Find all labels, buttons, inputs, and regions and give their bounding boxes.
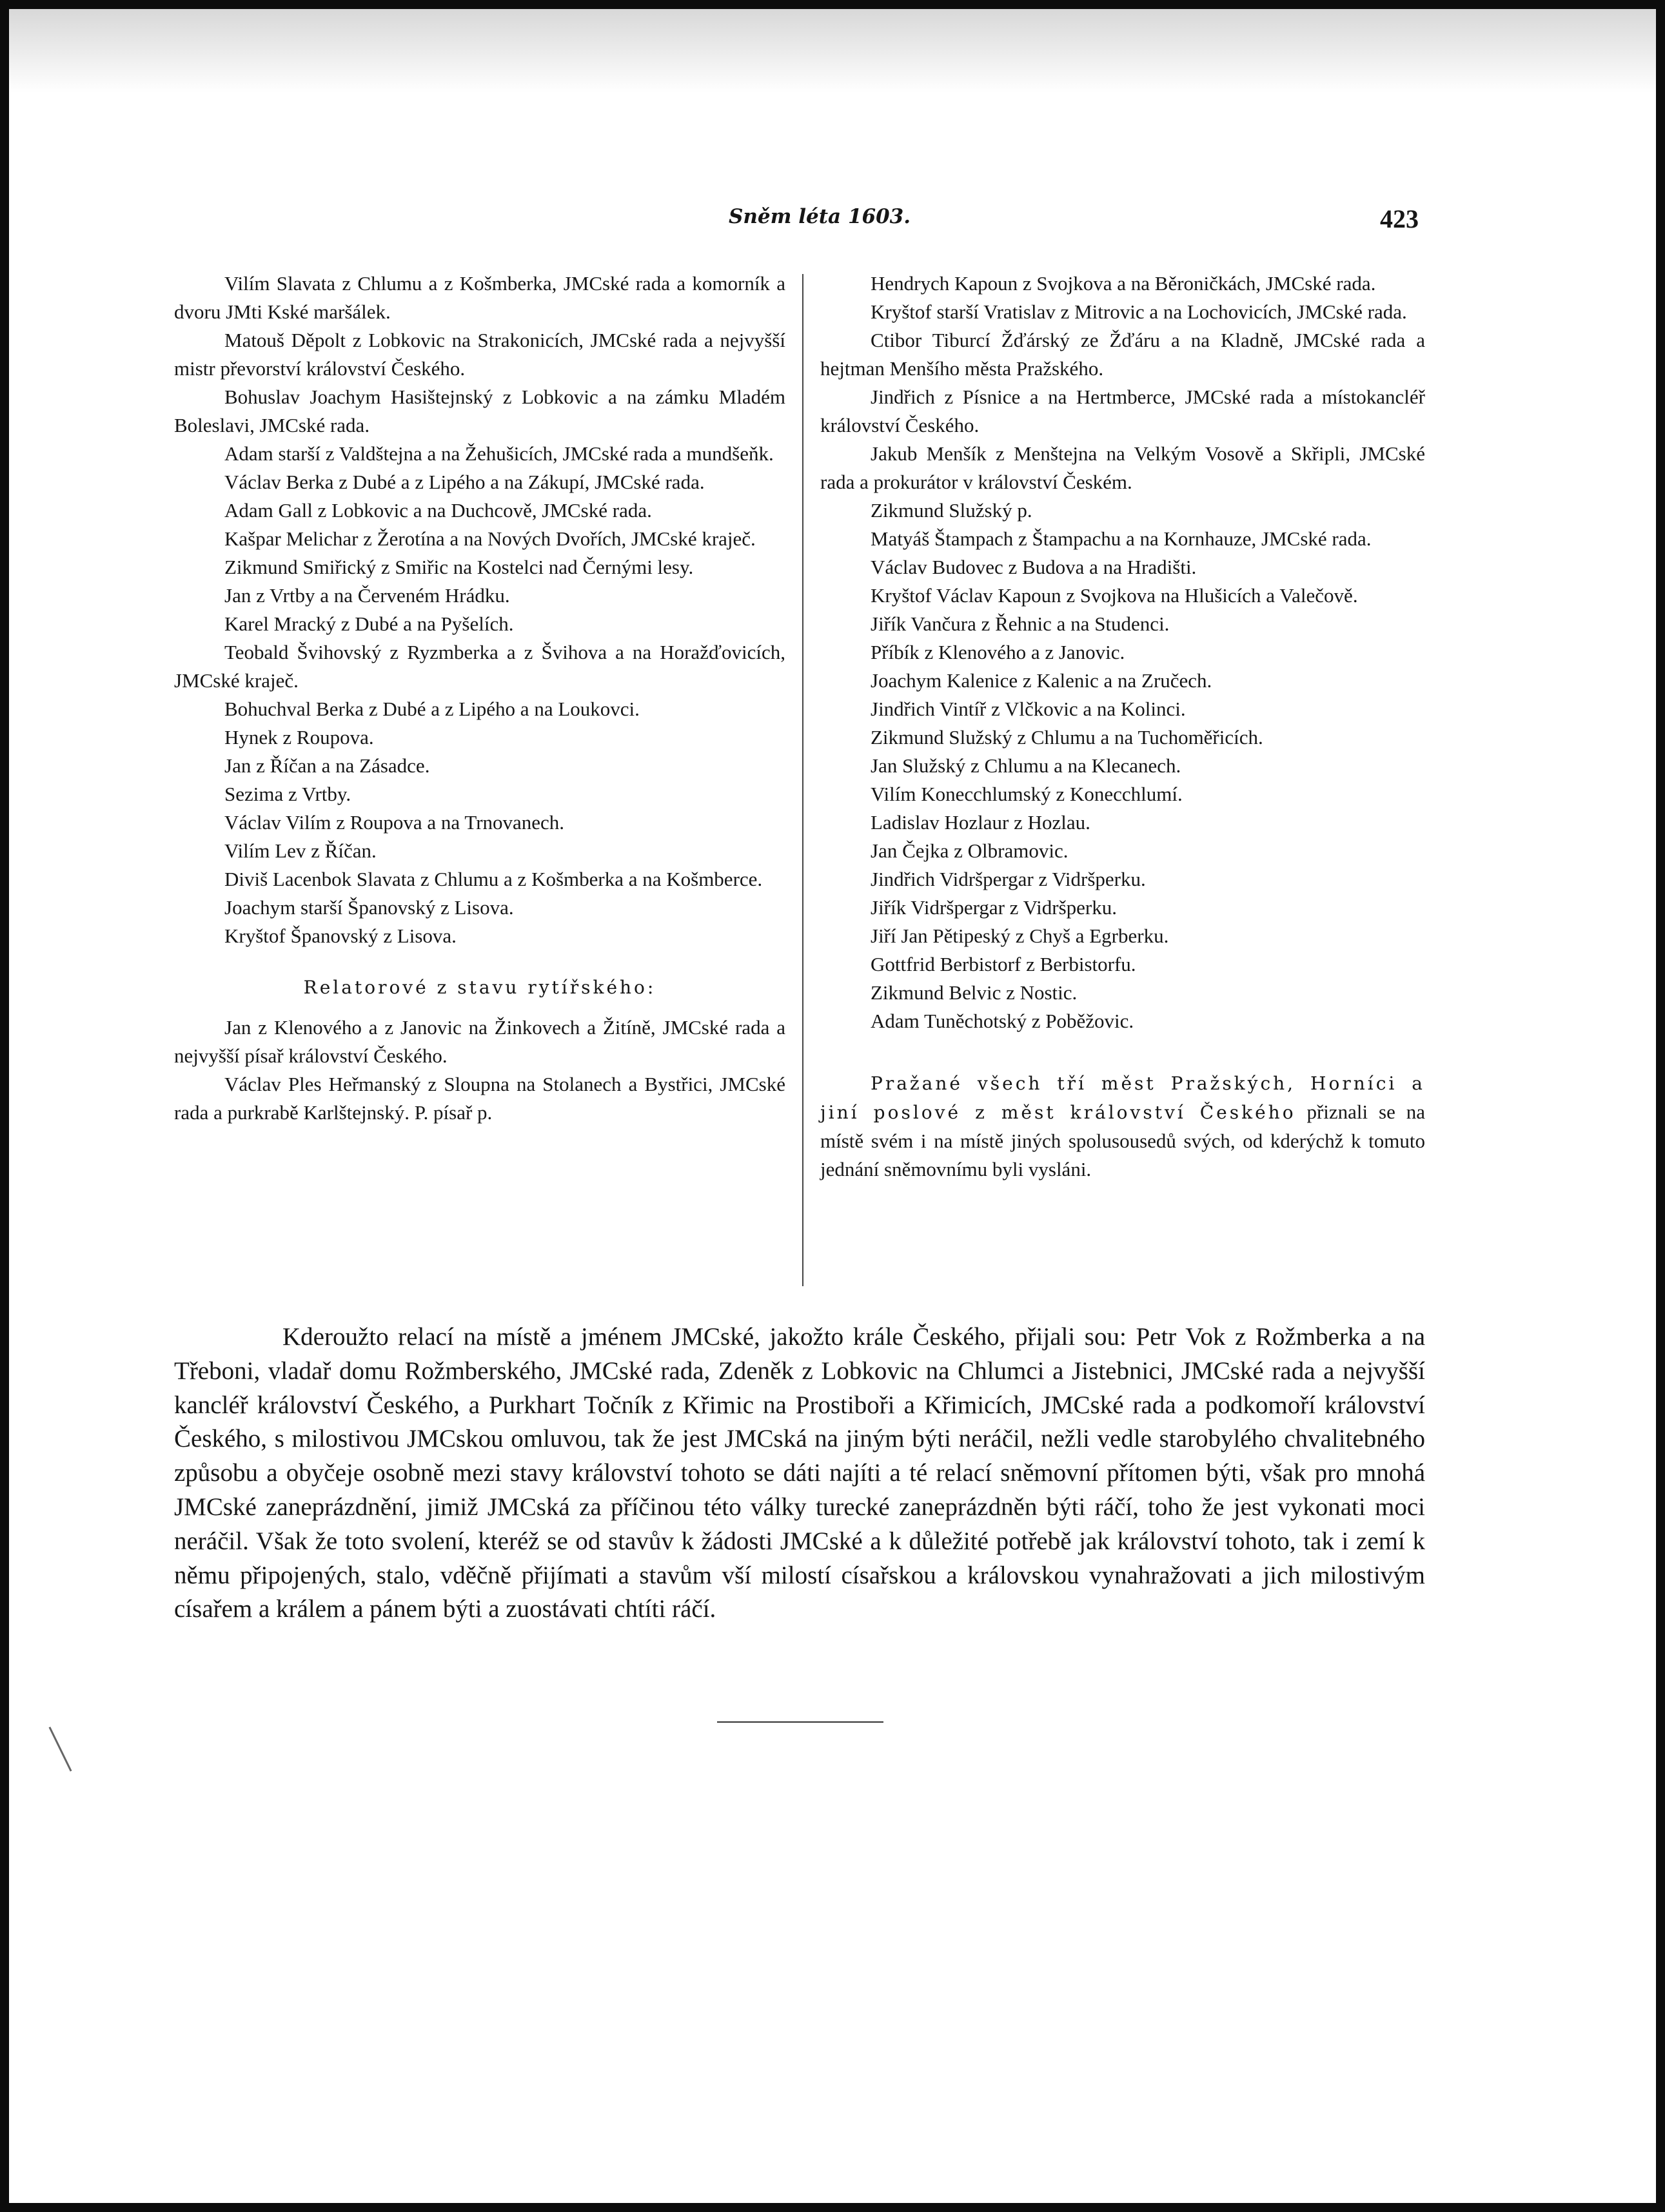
list-item: Hendrych Kapoun z Svojkova a na Běroničkách, JMCské rada.: [871, 272, 1376, 295]
list-item: Zikmund Belvic z Nostic.: [871, 981, 1078, 1004]
list-item: Bohuslav Joachym Hasištejnský z Lobkovic a na zámku Mladém Boleslavi, JMCské rada.: [174, 386, 785, 436]
right-entry-list: [820, 269, 1425, 1035]
list-item: Hynek z Roupova.: [224, 726, 374, 749]
list-item: Václav Vilím z Roupova a na Trnovanech.: [224, 811, 565, 834]
list-item: Kašpar Melichar z Žerotína a na Nových Dvořích, JMCské kraječ.: [224, 527, 756, 550]
list-item: Joachym starší Španovský z Lisova.: [224, 896, 514, 919]
list-item: Jan Služský z Chlumu a na Klecanech.: [871, 754, 1181, 777]
list-item: Vilím Lev z Říčan.: [224, 839, 377, 862]
list-item: Kryštof starší Vratislav z Mitrovic a na Lochovicích, JMCské rada.: [871, 300, 1407, 323]
list-item: Jiří Jan Pětipeský z Chyš a Egrberku.: [871, 925, 1169, 947]
list-item: Jindřich z Písnice a na Hertmberce, JMCské rada a místokancléř království Českého.: [820, 386, 1425, 436]
list-item: Diviš Lacenbok Slavata z Chlumu a z Košmberka a na Košmberce.: [224, 868, 763, 890]
right-column: [820, 269, 1425, 1184]
main-paragraph: Kderoužto relací na místě a jménem JMCské, jakožto krále Českého, přijali sou: Petr Vok z Rožmberka a na Třeboni, vladař domu Rožmberského, JMCské rada, Zdeněk z Lobkovic na Chlumci a Jistebnici, JMCské rada a nejvyšší kancléř království Českého, a Purkhart Točník z Křimic na Prostiboři a Křimicích, JMCské rada a podkomoří království Českého, s milostivou JMCskou omluvou, tak že jest JMCská na jiným býti neráčil, nežli vedle starobylého chvalitebného způsobu a obyčeje osobně mezi stavy království tohoto se dáti najíti a té relací sněmovní přítomen býti, však pro mnohá JMCské zaneprázdnění, jimiž JMCská za příčinou této války turecké zaneprázdněn býti ráčí, toho že jest vykonati moci neráčil. Však že toto svolení, kteréž se od stavův k žádosti JMCské a k důležité potřebě jak království tohoto, tak i zemí k němu připojených, stalo, vděčně přijímati a stavům vší milostí císařskou a královskou vynahražovati a jich milostivým císařem a králem a pánem býti a zuostávati chtíti ráčí.: [174, 1323, 1425, 1623]
list-item: Jakub Menšík z Menštejna na Velkým Vosově a Skřipli, JMCské rada a prokurátor v království Českém.: [820, 442, 1425, 493]
end-rule: [717, 1721, 883, 1723]
left-column: [174, 269, 785, 1127]
list-item: Matouš Děpolt z Lobkovic na Strakonicích, JMCské rada a nejvyšší mistr převorství království Českého.: [174, 329, 785, 380]
list-item: Ctibor Tiburcí Žďárský ze Žďáru a na Kladně, JMCské rada a hejtman Menšího města Pražského.: [820, 329, 1425, 380]
list-item: Jan Čejka z Olbramovic.: [871, 839, 1069, 862]
closing-note-spaced: Pražané všech tří měst Pražských, Horníci a jiní poslové z měst království Českého: [820, 1073, 1425, 1123]
list-item: Adam Gall z Lobkovic a na Duchcově, JMCské rada.: [224, 499, 652, 522]
list-item: Příbík z Klenového a z Janovic.: [871, 641, 1125, 663]
list-item: Vilím Konecchlumský z Konecchlumí.: [871, 783, 1183, 805]
left-entry-list: [174, 269, 785, 950]
closing-note: [820, 1069, 1425, 1184]
list-item: Václav Berka z Dubé a z Lipého a na Zákupí, JMCské rada.: [224, 471, 705, 493]
closing-note-rest: přiznali se na místě svém i na místě jiných spolusousedů svých, od kderýchž k tomuto jednání sněmovnímu byli vysláni.: [820, 1101, 1426, 1180]
list-item: Jan z Vrtby a na Červeném Hrádku.: [224, 584, 510, 607]
scan-shadow: [9, 9, 1656, 93]
list-item: Joachym Kalenice z Kalenic a na Zručech.: [871, 669, 1212, 692]
list-item: Karel Mracký z Dubé a na Pyšelích.: [224, 612, 514, 635]
list-item: Gottfrid Berbistorf z Berbistorfu.: [871, 953, 1136, 975]
list-item: Kryštof Španovský z Lisova.: [224, 925, 457, 947]
list-item: Adam Tuněchotský z Poběžovic.: [871, 1010, 1134, 1032]
running-title: Sněm léta 1603.: [729, 205, 911, 228]
list-item: Matyáš Štampach z Štampachu a na Kornhauze, JMCské rada.: [871, 527, 1372, 550]
section-heading: Relatorové z stavu rytířského:: [303, 977, 656, 998]
list-item: Jindřich Vidršpergar z Vidršperku.: [871, 868, 1146, 890]
page-number: 423: [1380, 204, 1419, 233]
list-item: Jan z Říčan a na Zásadce.: [224, 754, 430, 777]
list-item: Jan z Klenového a z Janovic na Žinkovech a Žitíně, JMCské rada a nejvyšší písař království Českého.: [174, 1016, 785, 1067]
list-item: Vilím Slavata z Chlumu a z Košmberka, JMCské rada a komorník a dvoru JMti Kské maršálek.: [174, 272, 785, 323]
list-item: Zikmund Smiřický z Smiřic na Kostelci nad Černými lesy.: [224, 556, 694, 578]
list-item: Zikmund Služský z Chlumu a na Tuchoměřicích.: [871, 726, 1263, 749]
list-item: Jiřík Vidršpergar z Vidršperku.: [871, 896, 1117, 919]
list-item: Adam starší z Valdštejna a na Žehušicích, JMCské rada a mundšeňk.: [224, 442, 774, 465]
list-item: Václav Budovec z Budova a na Hradišti.: [871, 556, 1197, 578]
section-entry-list: [174, 1013, 785, 1127]
list-item: Zikmund Služský p.: [871, 499, 1032, 522]
list-item: Jindřich Vintíř z Vlčkovic a na Kolinci.: [871, 698, 1186, 720]
margin-mark: [48, 1727, 72, 1772]
column-divider: [802, 274, 803, 1286]
list-item: Kryštof Václav Kapoun z Svojkova na Hlušicích a Valečově.: [871, 584, 1358, 607]
list-item: Václav Ples Heřmanský z Sloupna na Stolanech a Bystřici, JMCské rada a purkrabě Karlštejnský. P. písař p.: [174, 1073, 785, 1124]
list-item: Sezima z Vrtby.: [224, 783, 351, 805]
list-item: Bohuchval Berka z Dubé a z Lipého a na Loukovci.: [224, 698, 640, 720]
list-item: Jiřík Vančura z Řehnic a na Studenci.: [871, 612, 1170, 635]
list-item: Teobald Švihovský z Ryzmberka a z Švihova a na Horažďovicích, JMCské kraječ.: [174, 641, 785, 692]
list-item: Ladislav Hozlaur z Hozlau.: [871, 811, 1090, 834]
